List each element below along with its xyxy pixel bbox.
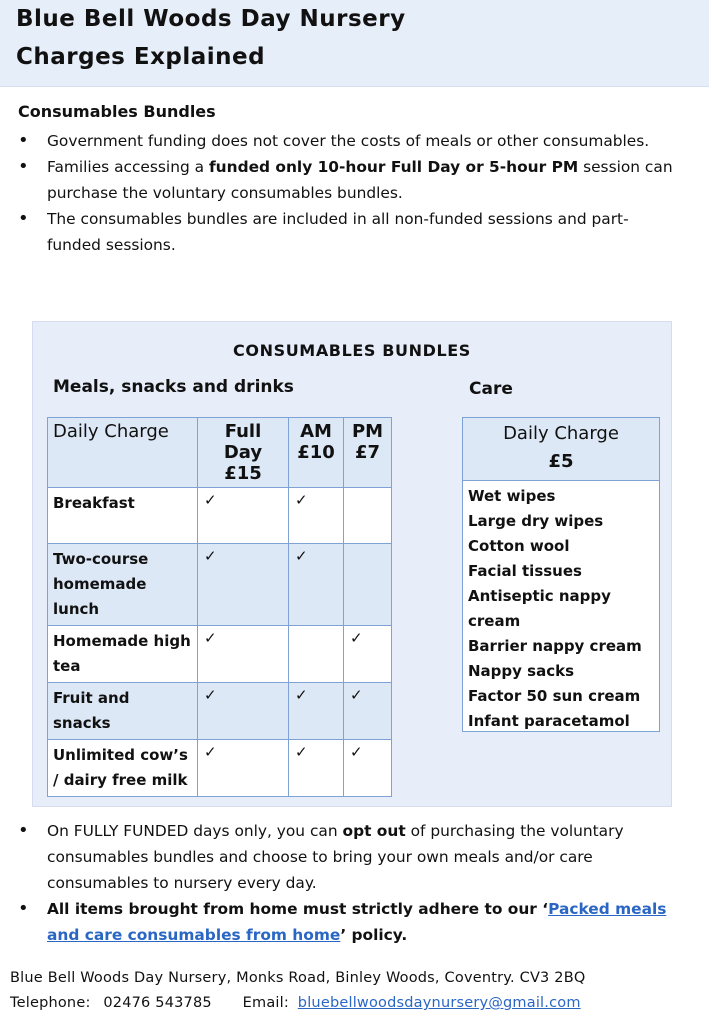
check-mark: ✓ (198, 544, 289, 626)
care-subheading: Care (469, 379, 513, 399)
bullet-text: The consumables bundles are included in all non-funded sessions and part-funded sessions. (47, 210, 629, 254)
check-mark: ✓ (344, 683, 392, 740)
footer-address: Blue Bell Woods Day Nursery, Monks Road, Binley Woods, Coventry. CV3 2BQ (10, 970, 586, 986)
bullet-text: On FULLY FUNDED days only, you can (47, 822, 343, 840)
table-row (48, 740, 392, 797)
column-price: £15 (224, 463, 262, 484)
section-heading: Consumables Bundles (18, 102, 216, 121)
email-link[interactable]: bluebellwoodsdaynursery@gmail.com (297, 995, 581, 1011)
bullet-text: Families accessing a (47, 158, 209, 176)
check-mark: ✓ (198, 683, 289, 740)
care-daily-charge-label: Daily Charge (503, 423, 619, 444)
list-item: Antiseptic nappy cream (468, 587, 611, 630)
care-charge-table (462, 417, 660, 732)
check-mark: ✓ (289, 544, 344, 626)
row-item-breakfast: Breakfast (48, 488, 198, 544)
column-header-pm (344, 418, 392, 488)
note-bullet-policy (14, 896, 674, 948)
list-item: Infant paracetamol (468, 712, 630, 730)
check-mark: ✓ (344, 740, 392, 797)
table-row (48, 544, 392, 626)
care-table-header (463, 418, 659, 481)
intro-bullet-included (14, 206, 674, 258)
bullet-text: of purchasing the voluntary consumables bundles and choose to bring your own meals and/or care consumables to nursery every day. (47, 822, 624, 892)
check-mark: ✓ (289, 683, 344, 740)
bullet-bold-text: funded only 10-hour Full Day or 5-hour PM (208, 158, 579, 176)
column-header-full-day (198, 418, 289, 488)
bullet-bold-text: All items brought from home must strictly adhere to our ‘ (47, 900, 549, 918)
list-item: Nappy sacks (468, 662, 574, 680)
bullet-bold-text: opt out (342, 822, 406, 840)
row-item-milk: Unlimited cow’s / dairy free milk (48, 740, 198, 797)
meals-charge-table (47, 417, 392, 797)
check-mark (344, 488, 392, 544)
bullet-bold-text: ’ policy. (340, 926, 408, 944)
phone-label: Telephone: (10, 995, 91, 1011)
bullet-text: Government funding does not cover the costs of meals or other consumables. (47, 132, 650, 150)
column-price: £10 (297, 442, 335, 463)
list-item: Cotton wool (468, 537, 570, 555)
table-row (48, 488, 392, 544)
check-mark: ✓ (198, 626, 289, 683)
intro-bullet-funding (14, 128, 674, 154)
list-item: Wet wipes (468, 487, 556, 505)
check-mark: ✓ (344, 626, 392, 683)
check-mark: ✓ (198, 488, 289, 544)
row-item-lunch: Two-course homemade lunch (48, 544, 198, 626)
column-header-am (289, 418, 344, 488)
check-mark (344, 544, 392, 626)
list-item: Facial tissues (468, 562, 582, 580)
list-item: Barrier nappy cream (468, 637, 642, 655)
check-mark: ✓ (198, 740, 289, 797)
column-name: Full Day (223, 421, 263, 463)
table-row (48, 683, 392, 740)
intro-bullet-families (14, 154, 674, 206)
care-price: £5 (548, 451, 574, 472)
row-item-high-tea: Homemade high tea (48, 626, 198, 683)
meals-subheading: Meals, snacks and drinks (53, 377, 294, 397)
daily-charge-header: Daily Charge (48, 418, 198, 488)
bullet-text: session can purchase the voluntary consumables bundles. (47, 158, 673, 202)
footer-contact (10, 995, 581, 1011)
page-title-line2: Charges Explained (16, 44, 266, 70)
row-item-fruit-snacks: Fruit and snacks (48, 683, 198, 740)
email-label: Email: (242, 995, 289, 1011)
notes-bullet-list (14, 818, 674, 948)
check-mark: ✓ (289, 488, 344, 544)
consumables-bundles-panel (32, 321, 672, 807)
table-row (48, 626, 392, 683)
policy-link[interactable]: Packed meals and care consumables from home (47, 900, 667, 944)
page-header (0, 0, 709, 87)
check-mark (289, 626, 344, 683)
care-items-list (463, 481, 659, 734)
page-title-line1: Blue Bell Woods Day Nursery (16, 6, 406, 32)
check-mark: ✓ (289, 740, 344, 797)
panel-title: CONSUMABLES BUNDLES (233, 341, 471, 360)
column-name: PM (351, 421, 384, 442)
intro-bullet-list (14, 128, 674, 258)
table-header-row (48, 418, 392, 488)
note-bullet-opt-out (14, 818, 674, 896)
list-item: Large dry wipes (468, 512, 604, 530)
phone-number: 02476 543785 (103, 995, 212, 1011)
column-price: £7 (354, 442, 381, 463)
list-item: Factor 50 sun cream (468, 687, 641, 705)
column-name: AM (300, 421, 332, 442)
